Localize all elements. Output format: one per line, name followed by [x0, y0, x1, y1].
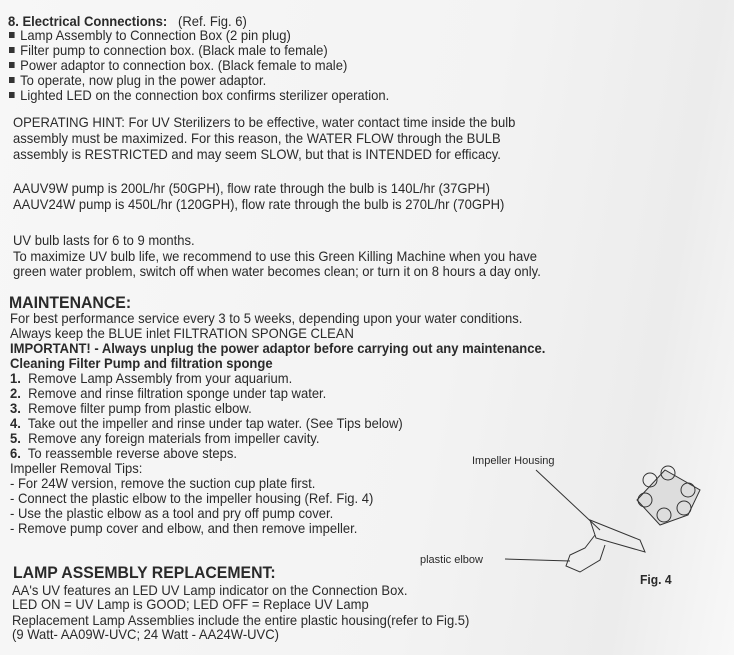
- step-number: 2.: [10, 385, 21, 401]
- hint-line: OPERATING HINT: For UV Sterilizers to be effective, water contact time inside the bulb: [13, 114, 516, 130]
- step-number: 1.: [10, 370, 21, 386]
- maintenance-line: Always keep the BLUE inlet FILTRATION SPONGE CLEAN: [10, 325, 354, 341]
- bullet-text: Lighted LED on the connection box confirms sterilizer operation.: [20, 87, 390, 103]
- step-number: 6.: [10, 445, 21, 461]
- tip-line: - Connect the plastic elbow to the impeller housing (Ref. Fig. 4): [10, 490, 374, 506]
- bullet-text: Power adaptor to connection box. (Black female to male): [20, 57, 348, 73]
- bullet-text: Filter pump to connection box. (Black male to female): [20, 42, 328, 58]
- step-text: Remove any foreign materials from impeller cavity.: [28, 430, 320, 446]
- flow-line: AAUV24W pump is 450L/hr (120GPH), flow rate through the bulb is 270L/hr (70GPH): [13, 196, 505, 212]
- lamp-line: AA's UV features an LED UV Lamp indicator on the Connection Box.: [12, 582, 408, 598]
- bulb-line: green water problem, switch off when water becomes clean; or turn it on 8 hours a day only.: [13, 263, 541, 279]
- step-number: 4.: [10, 415, 21, 431]
- maintenance-line: For best performance service every 3 to 5 weeks, depending upon your water conditions.: [10, 310, 523, 326]
- impeller-housing-label: Impeller Housing: [472, 455, 555, 467]
- cleaning-subheading: Cleaning Filter Pump and filtration sponge: [10, 355, 273, 371]
- step-number: 5.: [10, 430, 21, 446]
- lamp-line: LED ON = UV Lamp is GOOD; LED OFF = Replace UV Lamp: [12, 596, 369, 612]
- lamp-line: Replacement Lamp Assemblies include the entire plastic housing(refer to Fig.5): [12, 612, 470, 628]
- step-text: Remove filter pump from plastic elbow.: [28, 400, 252, 416]
- hint-line: assembly must be maximized. For this reason, the WATER FLOW through the BULB: [13, 130, 501, 146]
- bulb-line: To maximize UV bulb life, we recommend to use this Green Killing Machine when you have: [13, 248, 537, 264]
- flow-line: AAUV9W pump is 200L/hr (50GPH), flow rate through the bulb is 140L/hr (37GPH): [13, 180, 490, 196]
- step-text: Remove Lamp Assembly from your aquarium.: [28, 370, 293, 386]
- step-text: To reassemble reverse above steps.: [27, 445, 238, 461]
- lamp-line: (9 Watt- AA09W-UVC; 24 Watt - AA24W-UVC): [12, 626, 279, 642]
- bullet-text: Lamp Assembly to Connection Box (2 pin plug): [20, 27, 291, 43]
- important-warning: IMPORTANT! - Always unplug the power adaptor before carrying out any maintenance.: [10, 340, 546, 356]
- step-text: Take out the impeller and rinse under tap water. (See Tips below): [27, 415, 403, 431]
- heading-text: 8. Electrical Connections:: [8, 13, 168, 29]
- lamp-heading: LAMP ASSEMBLY REPLACEMENT:: [13, 563, 276, 582]
- hint-line: assembly is RESTRICTED and may seem SLOW, but that is INTENDED for efficacy.: [13, 146, 501, 162]
- bullet-text: To operate, now plug in the power adaptor.: [20, 72, 267, 88]
- step-number: 3.: [10, 400, 21, 416]
- heading-ref: (Ref. Fig. 6): [178, 13, 247, 29]
- figure-caption: Fig. 4: [640, 572, 672, 587]
- maintenance-heading: MAINTENANCE:: [9, 293, 132, 312]
- tip-line: - For 24W version, remove the suction cup plate first.: [10, 475, 316, 491]
- tip-line: - Use the plastic elbow as a tool and pry off pump cover.: [10, 505, 334, 521]
- tip-line: - Remove pump cover and elbow, and then remove impeller.: [10, 520, 358, 536]
- plastic-elbow-label: plastic elbow: [420, 554, 483, 566]
- step-text: Remove and rinse filtration sponge under tap water.: [28, 385, 327, 401]
- bulb-line: UV bulb lasts for 6 to 9 months.: [13, 232, 195, 248]
- tips-title: Impeller Removal Tips:: [10, 460, 143, 476]
